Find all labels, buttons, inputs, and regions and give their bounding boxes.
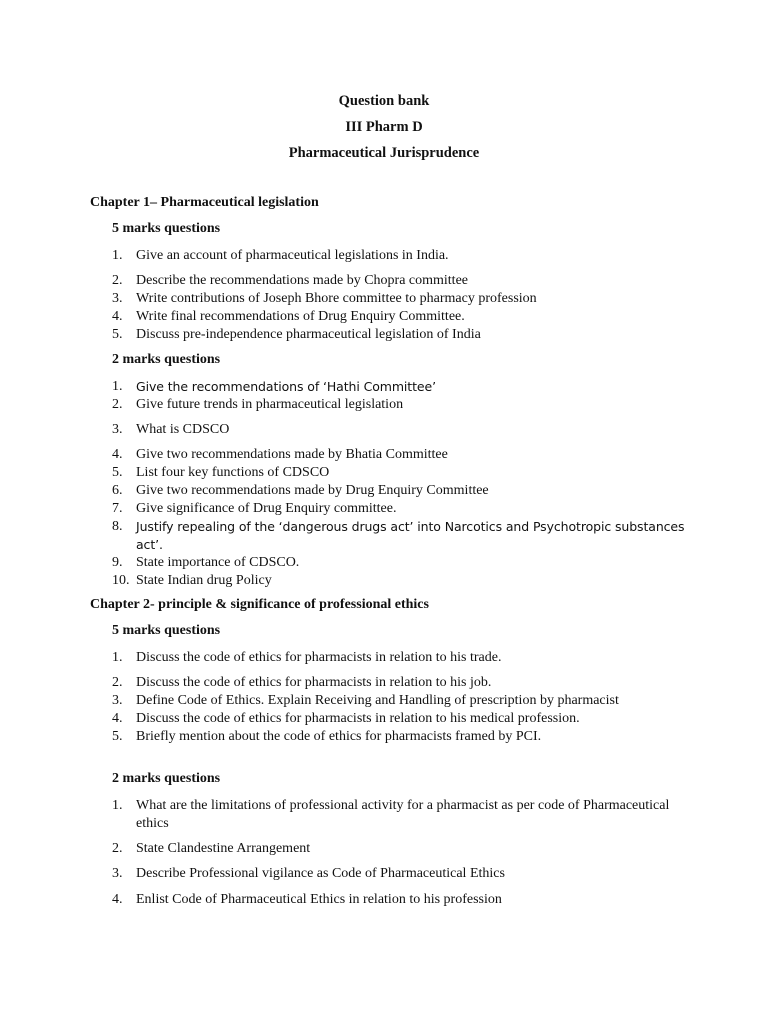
question-text: Describe Professional vigilance as Code of Pharmaceutical Ethics	[136, 866, 505, 881]
chapter-1-heading: Chapter 1– Pharmaceutical legislation	[90, 195, 319, 210]
list-item	[112, 728, 692, 746]
list-item	[112, 797, 692, 833]
question-number: 4.	[112, 892, 123, 907]
doc-title-subject: Pharmaceutical Jurisprudence	[288, 145, 480, 161]
list-item	[112, 840, 692, 858]
question-number: 3.	[112, 291, 123, 306]
question-number: 2.	[112, 397, 123, 412]
question-number: 4.	[112, 309, 123, 324]
question-text: Give significance of Drug Enquiry committee.	[136, 501, 397, 516]
question-text: Write contributions of Joseph Bhore committee to pharmacy profession	[136, 291, 537, 306]
question-text: Justify repealing of the ‘dangerous drugs act’ into Narcotics and Psychotropic substances act’.	[136, 519, 685, 552]
question-number: 2.	[112, 675, 123, 690]
question-text: Give two recommendations made by Bhatia Committee	[136, 447, 448, 462]
question-text: Discuss the code of ethics for pharmacists in relation to his trade.	[136, 650, 502, 665]
list-item	[112, 500, 692, 518]
list-item	[112, 272, 692, 290]
question-number: 5.	[112, 465, 123, 480]
list-item	[112, 326, 692, 344]
question-number: 5.	[112, 729, 123, 744]
question-text: Give two recommendations made by Drug Enquiry Committee	[136, 483, 489, 498]
question-text: Give an account of pharmaceutical legislations in India.	[136, 248, 449, 263]
list-item	[112, 421, 692, 439]
question-number: 1.	[112, 379, 123, 394]
question-text: State Clandestine Arrangement	[136, 841, 311, 856]
question-text: State Indian drug Policy	[136, 573, 272, 588]
question-number: 1.	[112, 798, 123, 813]
question-number: 2.	[112, 273, 123, 288]
question-text: Give future trends in pharmaceutical legislation	[136, 397, 404, 412]
question-number: 3.	[112, 422, 123, 437]
list-item	[112, 518, 692, 554]
question-text: Give the recommendations of ‘Hathi Committee’	[136, 379, 436, 394]
question-text: Write final recommendations of Drug Enquiry Committee.	[136, 309, 465, 324]
question-text: What are the limitations of professional activity for a pharmacist as per code of Pharmaceutical ethics	[136, 798, 670, 831]
question-text: Discuss the code of ethics for pharmacists in relation to his job.	[136, 675, 492, 690]
question-number: 1.	[112, 650, 123, 665]
chapter-2-5marks-heading: 5 marks questions	[112, 623, 221, 638]
list-item	[112, 446, 692, 464]
list-item	[112, 482, 692, 500]
question-text: List four key functions of CDSCO	[136, 465, 330, 480]
question-number: 9.	[112, 555, 123, 570]
chapter-2-heading: Chapter 2- principle & significance of professional ethics	[90, 597, 429, 612]
chapter-1-2marks-heading: 2 marks questions	[112, 352, 221, 367]
question-text: What is CDSCO	[136, 422, 230, 437]
doc-title-course: III Pharm D	[345, 119, 423, 135]
chapter-1-5marks-heading: 5 marks questions	[112, 221, 221, 236]
list-item	[112, 572, 692, 590]
list-item	[112, 290, 692, 308]
question-number: 7.	[112, 501, 123, 516]
question-number: 3.	[112, 866, 123, 881]
question-text: Describe the recommendations made by Chopra committee	[136, 273, 469, 288]
question-number: 4.	[112, 447, 123, 462]
question-number: 6.	[112, 483, 123, 498]
question-number: 5.	[112, 327, 123, 342]
chapter-2-2marks-heading: 2 marks questions	[112, 771, 221, 786]
doc-title-question-bank: Question bank	[338, 93, 430, 109]
list-item	[112, 865, 692, 883]
list-item	[112, 710, 692, 728]
question-text: Enlist Code of Pharmaceutical Ethics in relation to his profession	[136, 892, 502, 907]
question-number: 4.	[112, 711, 123, 726]
list-item	[112, 247, 692, 265]
question-text: Briefly mention about the code of ethics for pharmacists framed by PCI.	[136, 729, 542, 744]
list-item	[112, 396, 692, 414]
list-item	[112, 692, 712, 710]
question-text: Discuss the code of ethics for pharmacists in relation to his medical profession.	[136, 711, 580, 726]
list-item	[112, 464, 692, 482]
list-item	[112, 674, 692, 692]
list-item	[112, 891, 692, 909]
question-number: 2.	[112, 841, 123, 856]
list-item	[112, 554, 692, 572]
question-text: Discuss pre-independence pharmaceutical legislation of India	[136, 327, 481, 342]
list-item	[112, 649, 692, 667]
question-text: State importance of CDSCO.	[136, 555, 300, 570]
question-number: 3.	[112, 693, 123, 708]
list-item	[112, 378, 692, 396]
question-number: 1.	[112, 248, 123, 263]
list-item	[112, 308, 692, 326]
question-text: Define Code of Ethics. Explain Receiving and Handling of prescription by pharmacist	[136, 693, 619, 708]
question-number: 8.	[112, 519, 123, 534]
question-number: 10.	[112, 573, 130, 588]
